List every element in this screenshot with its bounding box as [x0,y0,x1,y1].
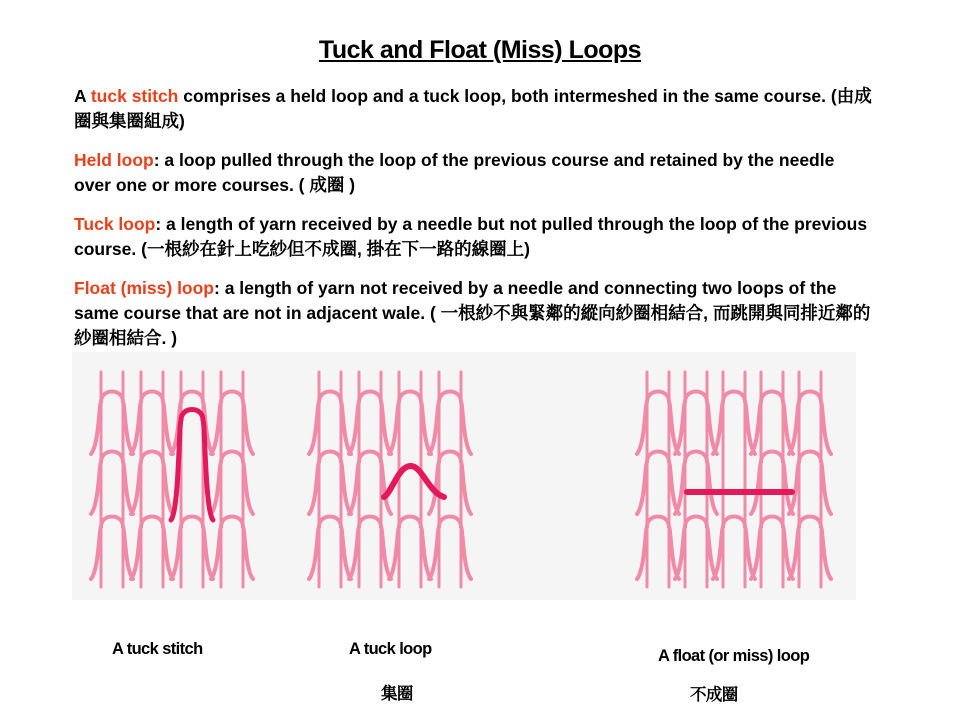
term-tuck-stitch: tuck stitch [90,86,179,106]
yarn-loop [789,517,831,580]
definitions [74,84,874,365]
yarn-loop [751,392,793,455]
definition-prefix: A [74,86,91,106]
yarn-loop [429,452,471,515]
yarn-loop [349,452,391,515]
term-float-loop: Float (miss) loop [74,278,214,298]
definition-float-loop [74,276,874,351]
yarn-loop [429,392,471,455]
definition-text: : a length of yarn not received by a needle and connecting two loops of the same course that are not in adjacent wale. ( 一根紗不與緊鄰的縱向紗圈相結合, 而跳開與同排近鄰的紗圈相結合. ) [74,278,871,348]
yarn-loop [91,392,133,455]
yarn-loop [349,392,391,455]
yarn-loop [637,517,679,580]
yarn-loop [751,517,793,580]
term-tuck-loop: Tuck loop [74,214,156,234]
definition-text: : a length of yarn received by a needle but not pulled through the loop of the previous course. (一根紗在針上吃紗但不成圈, 掛在下一路的線圈上) [74,214,868,259]
yarn-loop [309,452,351,515]
yarn-loop [91,517,133,580]
yarn-loop [131,517,173,580]
caption-tuck-loop-zh: 集圈 [381,685,413,703]
yarn-loop [91,452,133,515]
yarn-loop [675,517,717,580]
yarn-loop [211,392,253,455]
knitting-diagrams-svg [72,352,856,600]
yarn-loop [637,392,679,455]
yarn-loop [751,452,793,515]
definition-text: : a loop pulled through the loop of the previous course and retained by the needle over one or more courses. ( 成圈 ) [74,150,835,195]
yarn-loop [637,452,679,515]
caption-float-loop: A float (or miss) loop [658,647,810,665]
yarn-loop [675,392,717,455]
definition-tuck-stitch [74,84,874,134]
yarn-loop [789,452,831,515]
caption-float-loop-zh: 不成圈 [690,686,738,704]
knitting-diagrams [72,352,856,600]
caption-tuck-loop: A tuck loop [349,640,432,658]
definition-held-loop [74,148,874,198]
yarn-loop [171,517,213,580]
term-held-loop: Held loop [74,150,154,170]
yarn-loop [389,392,431,455]
yarn-loop [675,452,717,515]
yarn-loop [309,517,351,580]
yarn-loop [211,452,253,515]
definition-tuck-loop [74,212,874,262]
yarn-loop [389,517,431,580]
caption-tuck-stitch: A tuck stitch [112,640,203,658]
yarn-loop [713,392,755,455]
yarn-loop [789,392,831,455]
slide-title: Tuck and Float (Miss) Loops [318,36,642,64]
yarn-loop [131,392,173,455]
yarn-loop [429,517,471,580]
yarn-loop [211,517,253,580]
yarn-loop [713,517,755,580]
yarn-loop [309,392,351,455]
yarn-loop [131,452,173,515]
definition-text: comprises a held loop and a tuck loop, both intermeshed in the same course. (由成圈與集圈組成) [74,86,872,131]
yarn-loop [349,517,391,580]
